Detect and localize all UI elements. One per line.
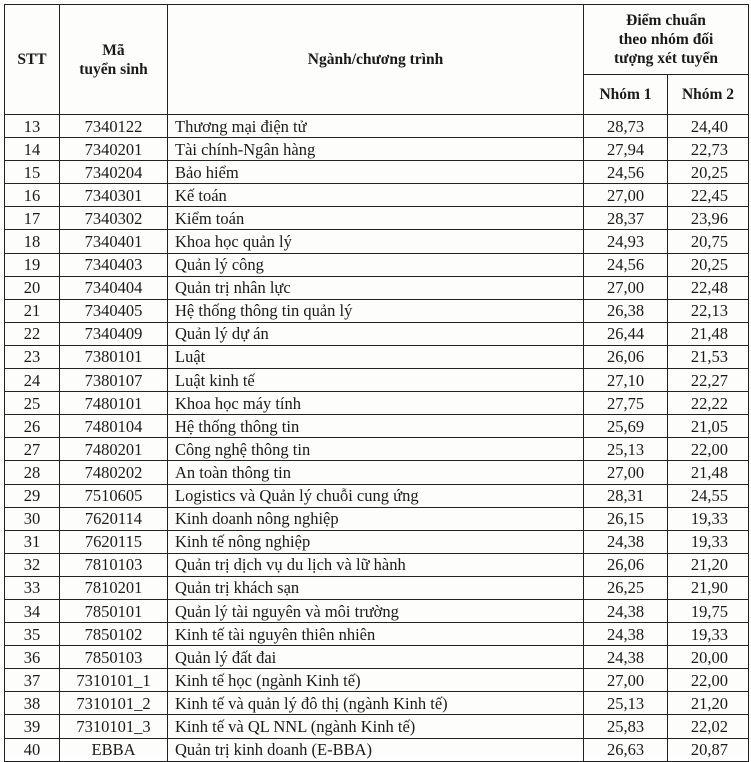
cell-stt: 36 <box>5 646 60 669</box>
cell-nhom-2: 19,75 <box>668 599 749 622</box>
table-row <box>5 115 749 138</box>
cell-stt: 26 <box>5 415 60 438</box>
cell-ma-tuyen-sinh: 7310101_2 <box>60 692 168 715</box>
cell-nhom-2: 20,25 <box>668 161 749 184</box>
cell-nhom-2: 22,00 <box>668 669 749 692</box>
table-row <box>5 669 749 692</box>
cell-nganh: Khoa học máy tính <box>168 392 584 415</box>
cell-nhom-2: 19,33 <box>668 507 749 530</box>
cell-nhom-1: 27,00 <box>584 276 668 299</box>
cell-stt: 32 <box>5 553 60 576</box>
cell-ma-tuyen-sinh: 7340122 <box>60 115 168 138</box>
cell-nhom-2: 22,73 <box>668 138 749 161</box>
cell-stt: 14 <box>5 138 60 161</box>
cell-nhom-2: 19,33 <box>668 623 749 646</box>
cell-stt: 29 <box>5 484 60 507</box>
cell-stt: 23 <box>5 345 60 368</box>
table-row <box>5 646 749 669</box>
cell-nhom-2: 21,20 <box>668 553 749 576</box>
cell-nhom-1: 27,00 <box>584 669 668 692</box>
cell-nhom-1: 25,69 <box>584 415 668 438</box>
table-row <box>5 345 749 368</box>
table-row <box>5 530 749 553</box>
cell-nhom-1: 28,31 <box>584 484 668 507</box>
cell-nhom-1: 27,10 <box>584 369 668 392</box>
table-row <box>5 276 749 299</box>
cell-ma-tuyen-sinh: 7340301 <box>60 184 168 207</box>
cell-ma-tuyen-sinh: 7340403 <box>60 253 168 276</box>
cell-nganh: Kiểm toán <box>168 207 584 230</box>
cell-nganh: Kinh tế và QL NNL (ngành Kinh tế) <box>168 715 584 738</box>
cell-nganh: Luật kinh tế <box>168 369 584 392</box>
cell-nhom-2: 21,05 <box>668 415 749 438</box>
cell-stt: 37 <box>5 669 60 692</box>
cell-stt: 33 <box>5 576 60 599</box>
table-row <box>5 161 749 184</box>
cell-nhom-2: 22,22 <box>668 392 749 415</box>
table-row <box>5 553 749 576</box>
cell-ma-tuyen-sinh: 7620115 <box>60 530 168 553</box>
cell-nganh: Quản lý dự án <box>168 322 584 345</box>
header-stt: STT <box>5 5 60 115</box>
cell-nhom-1: 24,56 <box>584 253 668 276</box>
cell-nhom-1: 28,37 <box>584 207 668 230</box>
cell-nhom-2: 21,90 <box>668 576 749 599</box>
table-row <box>5 299 749 322</box>
table-row <box>5 738 749 761</box>
cell-nhom-1: 26,15 <box>584 507 668 530</box>
table-row <box>5 599 749 622</box>
cell-stt: 18 <box>5 230 60 253</box>
cell-nganh: Công nghệ thông tin <box>168 438 584 461</box>
table-row <box>5 438 749 461</box>
cell-stt: 24 <box>5 369 60 392</box>
cell-nganh: Tài chính-Ngân hàng <box>168 138 584 161</box>
cell-nhom-1: 26,06 <box>584 345 668 368</box>
cell-ma-tuyen-sinh: 7810201 <box>60 576 168 599</box>
cell-nhom-1: 25,83 <box>584 715 668 738</box>
table-row <box>5 253 749 276</box>
table-row <box>5 392 749 415</box>
table-row <box>5 715 749 738</box>
table-row <box>5 207 749 230</box>
cell-nhom-2: 20,25 <box>668 253 749 276</box>
cell-nhom-1: 24,38 <box>584 530 668 553</box>
cell-nhom-1: 28,73 <box>584 115 668 138</box>
cell-nganh: Bảo hiểm <box>168 161 584 184</box>
cell-ma-tuyen-sinh: 7380101 <box>60 345 168 368</box>
cell-nhom-1: 24,93 <box>584 230 668 253</box>
cell-ma-tuyen-sinh: 7480202 <box>60 461 168 484</box>
cell-ma-tuyen-sinh: 7340204 <box>60 161 168 184</box>
header-nganh: Ngành/chương trình <box>168 5 584 115</box>
table-row <box>5 692 749 715</box>
cell-nhom-1: 27,00 <box>584 461 668 484</box>
header-nhom-2: Nhóm 2 <box>668 75 749 115</box>
cell-nhom-1: 25,13 <box>584 692 668 715</box>
cell-stt: 20 <box>5 276 60 299</box>
table-row <box>5 138 749 161</box>
cell-nganh: Khoa học quản lý <box>168 230 584 253</box>
cell-stt: 27 <box>5 438 60 461</box>
cell-nhom-2: 22,02 <box>668 715 749 738</box>
table-row <box>5 230 749 253</box>
cell-nhom-2: 22,13 <box>668 299 749 322</box>
cell-nganh: Kế toán <box>168 184 584 207</box>
table-row <box>5 369 749 392</box>
table-row <box>5 461 749 484</box>
cell-nganh: Quản trị khách sạn <box>168 576 584 599</box>
cell-nhom-1: 26,44 <box>584 322 668 345</box>
cell-stt: 16 <box>5 184 60 207</box>
cell-ma-tuyen-sinh: EBBA <box>60 738 168 761</box>
cell-nganh: Kinh doanh nông nghiệp <box>168 507 584 530</box>
cell-stt: 35 <box>5 623 60 646</box>
header-ma-tuyen-sinh: Mã tuyển sinh <box>60 5 168 115</box>
cell-ma-tuyen-sinh: 7340404 <box>60 276 168 299</box>
cell-ma-tuyen-sinh: 7340201 <box>60 138 168 161</box>
cell-stt: 39 <box>5 715 60 738</box>
cell-nhom-2: 22,27 <box>668 369 749 392</box>
cell-ma-tuyen-sinh: 7510605 <box>60 484 168 507</box>
cell-nhom-2: 20,00 <box>668 646 749 669</box>
cell-stt: 40 <box>5 738 60 761</box>
cell-nhom-1: 24,38 <box>584 599 668 622</box>
cell-nganh: Quản trị dịch vụ du lịch và lữ hành <box>168 553 584 576</box>
cell-nganh: An toàn thông tin <box>168 461 584 484</box>
cell-ma-tuyen-sinh: 7340302 <box>60 207 168 230</box>
cell-ma-tuyen-sinh: 7480101 <box>60 392 168 415</box>
cell-stt: 17 <box>5 207 60 230</box>
cell-nganh: Kinh tế học (ngành Kinh tế) <box>168 669 584 692</box>
cell-nhom-1: 24,38 <box>584 646 668 669</box>
table-row <box>5 415 749 438</box>
cell-nganh: Kinh tế tài nguyên thiên nhiên <box>168 623 584 646</box>
cell-ma-tuyen-sinh: 7310101_1 <box>60 669 168 692</box>
cell-stt: 31 <box>5 530 60 553</box>
cell-nganh: Kinh tế nông nghiệp <box>168 530 584 553</box>
cell-nhom-1: 27,94 <box>584 138 668 161</box>
cell-nhom-1: 27,00 <box>584 184 668 207</box>
cell-nhom-1: 25,13 <box>584 438 668 461</box>
cell-stt: 13 <box>5 115 60 138</box>
table-row <box>5 322 749 345</box>
cell-ma-tuyen-sinh: 7480201 <box>60 438 168 461</box>
cell-nhom-2: 22,48 <box>668 276 749 299</box>
cell-nhom-2: 20,87 <box>668 738 749 761</box>
cell-nhom-2: 24,55 <box>668 484 749 507</box>
cell-nhom-1: 26,25 <box>584 576 668 599</box>
cell-nhom-1: 26,38 <box>584 299 668 322</box>
cell-ma-tuyen-sinh: 7850103 <box>60 646 168 669</box>
cell-nhom-1: 24,56 <box>584 161 668 184</box>
cell-nganh: Quản lý công <box>168 253 584 276</box>
cell-stt: 38 <box>5 692 60 715</box>
cell-nhom-2: 21,20 <box>668 692 749 715</box>
cell-nhom-2: 23,96 <box>668 207 749 230</box>
cell-nganh: Kinh tế và quản lý đô thị (ngành Kinh tế) <box>168 692 584 715</box>
cell-ma-tuyen-sinh: 7380107 <box>60 369 168 392</box>
cell-nhom-1: 26,06 <box>584 553 668 576</box>
cell-nganh: Quản trị kinh doanh (E-BBA) <box>168 738 584 761</box>
table-row <box>5 184 749 207</box>
cell-nganh: Luật <box>168 345 584 368</box>
cell-nhom-1: 27,75 <box>584 392 668 415</box>
table-row <box>5 576 749 599</box>
table-row <box>5 507 749 530</box>
cell-nhom-2: 22,00 <box>668 438 749 461</box>
cell-ma-tuyen-sinh: 7620114 <box>60 507 168 530</box>
cell-stt: 21 <box>5 299 60 322</box>
cell-nhom-2: 19,33 <box>668 530 749 553</box>
cell-nhom-1: 24,38 <box>584 623 668 646</box>
admission-score-table <box>4 4 749 762</box>
cell-ma-tuyen-sinh: 7850101 <box>60 599 168 622</box>
cell-nhom-2: 24,40 <box>668 115 749 138</box>
cell-stt: 30 <box>5 507 60 530</box>
header-diem-chuan: Điểm chuẩn theo nhóm đối tượng xét tuyển <box>584 5 749 75</box>
cell-stt: 28 <box>5 461 60 484</box>
table-row <box>5 623 749 646</box>
table-body <box>5 115 749 762</box>
cell-ma-tuyen-sinh: 7480104 <box>60 415 168 438</box>
cell-nganh: Logistics và Quản lý chuỗi cung ứng <box>168 484 584 507</box>
table-header <box>5 5 749 115</box>
cell-nganh: Quản trị nhân lực <box>168 276 584 299</box>
cell-nhom-2: 20,75 <box>668 230 749 253</box>
cell-nhom-1: 26,63 <box>584 738 668 761</box>
cell-stt: 22 <box>5 322 60 345</box>
cell-nhom-2: 21,48 <box>668 322 749 345</box>
cell-ma-tuyen-sinh: 7810103 <box>60 553 168 576</box>
cell-nhom-2: 22,45 <box>668 184 749 207</box>
cell-nhom-2: 21,48 <box>668 461 749 484</box>
cell-stt: 25 <box>5 392 60 415</box>
cell-nganh: Hệ thống thông tin <box>168 415 584 438</box>
cell-nganh: Hệ thống thông tin quản lý <box>168 299 584 322</box>
cell-nganh: Quản lý tài nguyên và môi trường <box>168 599 584 622</box>
header-nhom-1: Nhóm 1 <box>584 75 668 115</box>
table-row <box>5 484 749 507</box>
cell-nhom-2: 21,53 <box>668 345 749 368</box>
cell-stt: 15 <box>5 161 60 184</box>
cell-stt: 19 <box>5 253 60 276</box>
cell-nganh: Thương mại điện tử <box>168 115 584 138</box>
cell-ma-tuyen-sinh: 7850102 <box>60 623 168 646</box>
cell-stt: 34 <box>5 599 60 622</box>
cell-ma-tuyen-sinh: 7340405 <box>60 299 168 322</box>
cell-nganh: Quản lý đất đai <box>168 646 584 669</box>
cell-ma-tuyen-sinh: 7310101_3 <box>60 715 168 738</box>
cell-ma-tuyen-sinh: 7340401 <box>60 230 168 253</box>
cell-ma-tuyen-sinh: 7340409 <box>60 322 168 345</box>
